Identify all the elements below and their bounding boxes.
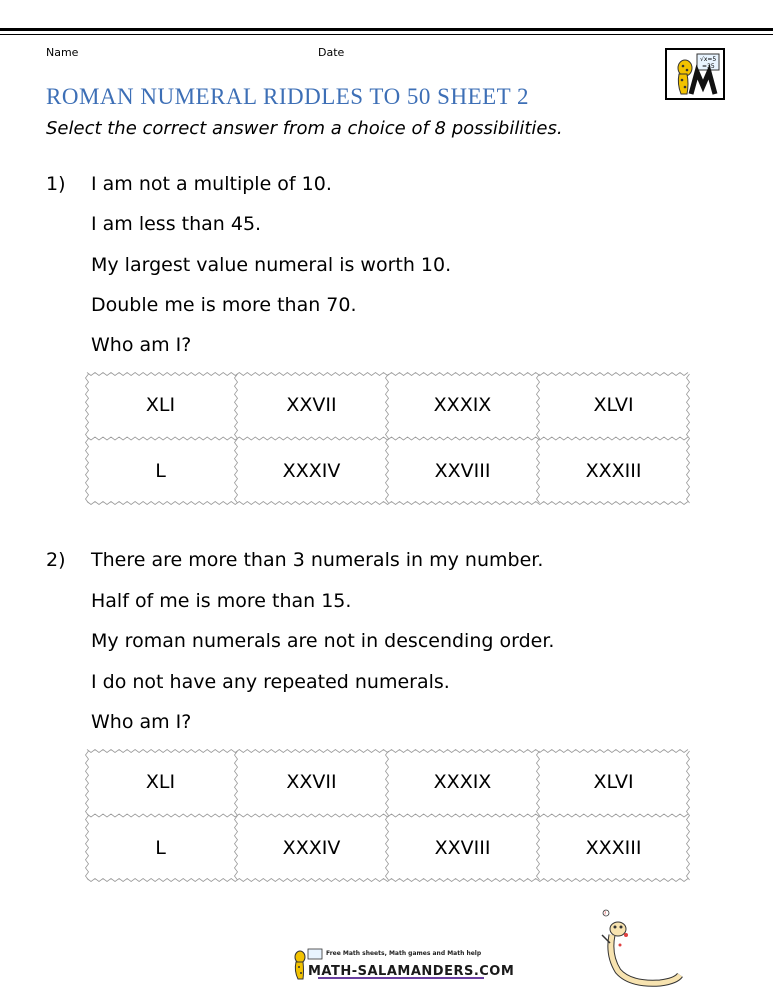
date-label: Date bbox=[318, 46, 345, 59]
question-1-line-3: My largest value numeral is worth 10. bbox=[91, 254, 452, 276]
question-2-line-3: My roman numerals are not in descending order. bbox=[91, 630, 555, 652]
answer-choice[interactable]: L bbox=[155, 460, 166, 482]
question-1-line-4: Double me is more than 70. bbox=[91, 294, 357, 316]
answer-choice[interactable]: XXXIV bbox=[282, 837, 341, 859]
answer-choice[interactable]: XXVII bbox=[286, 394, 337, 416]
question-1-answer-grid bbox=[85, 372, 690, 505]
answer-choice[interactable]: XXXIX bbox=[433, 394, 492, 416]
header-rule-thick bbox=[0, 28, 773, 31]
answer-choice[interactable]: XLVI bbox=[593, 394, 634, 416]
question-1-line-1: I am not a multiple of 10. bbox=[91, 173, 332, 195]
page-title: ROMAN NUMERAL RIDDLES TO 50 SHEET 2 bbox=[46, 84, 530, 109]
question-1-line-5: Who am I? bbox=[91, 334, 192, 356]
question-2-line-4: I do not have any repeated numerals. bbox=[91, 671, 450, 693]
question-2-number: 2) bbox=[46, 549, 66, 571]
header-rule-thin bbox=[0, 34, 773, 35]
question-1-line-2: I am less than 45. bbox=[91, 213, 262, 235]
question-2-line-2: Half of me is more than 15. bbox=[91, 590, 352, 612]
answer-choice[interactable]: XXXIII bbox=[585, 837, 642, 859]
salamander-logo-icon bbox=[667, 50, 723, 98]
footer-tagline: Free Math sheets, Math games and Math help bbox=[326, 950, 482, 957]
answer-choice[interactable]: XXXIV bbox=[282, 460, 341, 482]
answer-choice[interactable]: XXXIX bbox=[433, 771, 492, 793]
answer-choice[interactable]: XLI bbox=[145, 394, 176, 416]
question-2-line-1: There are more than 3 numerals in my number. bbox=[91, 549, 544, 571]
answer-choice[interactable]: L bbox=[155, 837, 166, 859]
salamander-mascot-icon bbox=[590, 905, 685, 990]
answer-choice[interactable]: XLVI bbox=[593, 771, 634, 793]
question-2-answer-grid bbox=[85, 749, 690, 882]
instructions: Select the correct answer from a choice of 8 possibilities. bbox=[46, 118, 563, 139]
answer-choice[interactable]: XXVIII bbox=[434, 460, 491, 482]
salamander-logo bbox=[665, 48, 725, 100]
answer-choice[interactable]: XXVII bbox=[286, 771, 337, 793]
svg-text:=35: =35 bbox=[702, 63, 715, 70]
footer-brand-name: MATH-SALAMANDERS.COM bbox=[308, 964, 515, 979]
salamander-mascot bbox=[590, 905, 685, 990]
answer-choice[interactable]: XLI bbox=[145, 771, 176, 793]
answer-choice[interactable]: XXXIII bbox=[585, 460, 642, 482]
answer-choice[interactable]: XXVIII bbox=[434, 837, 491, 859]
footer-brand[interactable] bbox=[288, 945, 515, 983]
question-1-number: 1) bbox=[46, 173, 66, 195]
name-label: Name bbox=[46, 46, 79, 59]
footer-salamander-icon bbox=[288, 945, 515, 983]
question-2-line-5: Who am I? bbox=[91, 711, 192, 733]
svg-text:?: ? bbox=[604, 911, 607, 916]
svg-text:√x=5: √x=5 bbox=[700, 56, 717, 63]
